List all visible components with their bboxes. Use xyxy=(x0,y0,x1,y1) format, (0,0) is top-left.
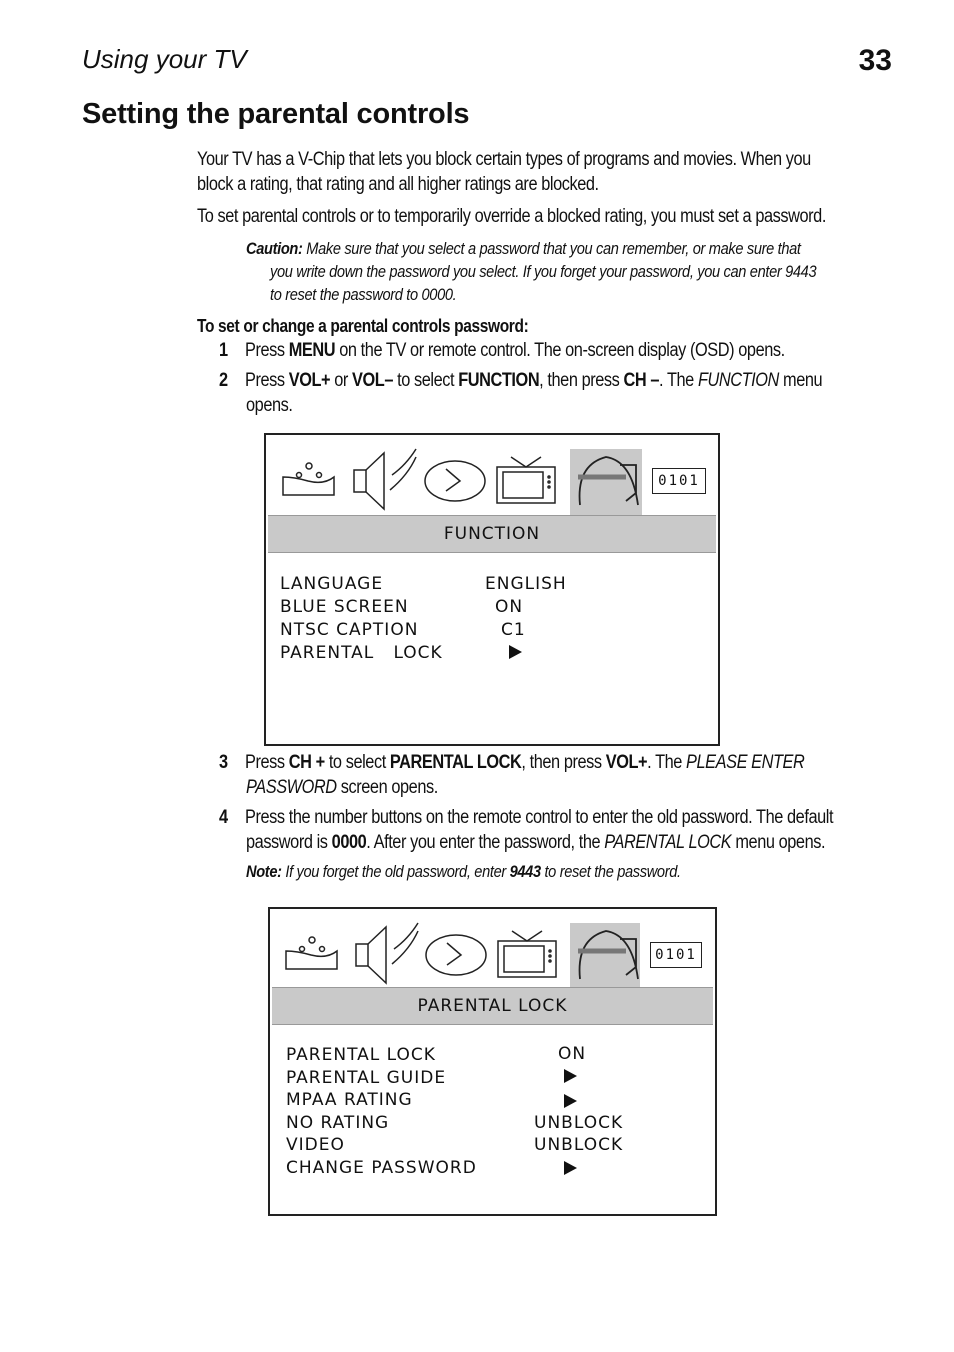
step-number: 2 xyxy=(219,370,228,391)
intro-line: Your TV has a V-Chip that lets you block certain types of programs and movies. When you xyxy=(197,149,811,170)
step-text: password is xyxy=(246,832,332,853)
step-key: VOL– xyxy=(352,370,394,391)
caution-text: you write down the password you select. If you forget your password, you can enter 9443 xyxy=(270,262,817,281)
picture-icon xyxy=(286,937,337,969)
osd-row-label: PARENTAL LOCK xyxy=(286,1045,436,1065)
step-menu-name: PLEASE ENTER xyxy=(686,752,805,773)
procedure-heading-text: To set or change a parental controls password: xyxy=(197,316,529,336)
step-2 xyxy=(219,368,916,418)
tv-icon xyxy=(497,457,555,503)
osd-row-value: ON xyxy=(495,597,524,617)
note-text: to reset the password. xyxy=(540,862,681,881)
step-text: or xyxy=(330,370,353,391)
step-text: Press xyxy=(245,752,289,773)
osd-function-menu xyxy=(264,433,720,746)
step-menu-name: PARENTAL LOCK xyxy=(604,832,732,853)
step-key: MENU xyxy=(288,340,336,361)
tv-icon xyxy=(498,931,556,977)
caution-label: Caution: xyxy=(246,239,303,258)
right-arrow-icon xyxy=(509,644,522,664)
osd-row-value: UNBLOCK xyxy=(534,1113,624,1133)
running-header: Using your TV xyxy=(82,44,247,74)
step-number: 4 xyxy=(219,807,228,828)
step-text: screen opens. xyxy=(336,777,438,798)
osd-row-value: C1 xyxy=(501,620,526,640)
step-text: . The xyxy=(659,370,698,391)
step-menu-name: FUNCTION xyxy=(697,370,779,391)
osd-title-bar xyxy=(268,515,716,553)
osd-row-label: PARENTAL GUIDE xyxy=(286,1068,447,1088)
step-text: . After you enter the password, the xyxy=(366,832,605,853)
step-text: menu xyxy=(778,370,823,391)
sound-icon xyxy=(356,923,418,983)
intro-line: To set parental controls or to temporarily override a blocked rating, you must set a password. xyxy=(197,206,826,227)
step-key: 0000 xyxy=(331,832,367,853)
intro-line: block a rating, that rating and all higher ratings are blocked. xyxy=(197,174,599,195)
osd-row-value: ENGLISH xyxy=(485,574,567,594)
note xyxy=(246,860,752,883)
step-key: PARENTAL LOCK xyxy=(389,752,522,773)
osd-row-label: MPAA RATING xyxy=(286,1090,413,1110)
step-key: FUNCTION xyxy=(458,370,540,391)
page-title: Setting the parental controls xyxy=(82,98,470,130)
step-text: , then press xyxy=(539,370,624,391)
osd-icon-row xyxy=(266,435,718,515)
step-number: 1 xyxy=(219,340,228,361)
page-number: 33 xyxy=(858,44,892,77)
osd-code: 0101 xyxy=(650,942,702,968)
note-code: 9443 xyxy=(509,862,541,881)
osd-row-label: PARENTAL LOCK xyxy=(280,643,443,663)
right-arrow-icon xyxy=(564,1160,577,1180)
osd-code: 0101 xyxy=(652,468,706,494)
note-text: If you forget the old password, enter xyxy=(281,862,510,881)
osd-row-label: LANGUAGE xyxy=(280,574,384,594)
osd-title: PARENTAL LOCK xyxy=(417,996,568,1016)
osd-title: FUNCTION xyxy=(443,524,541,544)
sound-icon xyxy=(354,449,416,509)
step-text: . The xyxy=(647,752,687,773)
clock-icon xyxy=(426,935,486,975)
step-key: CH + xyxy=(288,752,325,773)
osd-row-label: VIDEO xyxy=(286,1135,345,1155)
step-text: menu opens. xyxy=(731,832,826,853)
step-menu-name: PASSWORD xyxy=(246,777,337,798)
caution-text: Make sure that you select a password that you can remember, or make sure that xyxy=(302,239,801,258)
osd-row-label: NTSC CAPTION xyxy=(280,620,419,640)
step-text: to select xyxy=(393,370,459,391)
step-4 xyxy=(219,805,929,855)
step-text: on the TV or remote control. The on-screen display (OSD) opens. xyxy=(335,340,785,361)
clock-icon xyxy=(425,461,485,501)
intro-paragraph-1 xyxy=(197,147,917,197)
osd-row-value: ON xyxy=(558,1044,587,1064)
osd-row-label: NO RATING xyxy=(286,1113,390,1133)
step-text: Press xyxy=(245,370,289,391)
osd-parental-lock-menu xyxy=(268,907,717,1216)
step-number: 3 xyxy=(219,752,228,773)
step-text: Press the number buttons on the remote control to enter the old password. The default xyxy=(245,807,834,828)
step-key: CH – xyxy=(623,370,660,391)
osd-title-bar xyxy=(272,987,713,1025)
osd-icon-row xyxy=(270,909,715,989)
osd-row-label: BLUE SCREEN xyxy=(280,597,409,617)
picture-icon xyxy=(283,463,334,495)
step-key: VOL+ xyxy=(605,752,648,773)
caution-note xyxy=(246,237,905,306)
step-key: VOL+ xyxy=(288,370,331,391)
osd-row-label: CHANGE PASSWORD xyxy=(286,1158,477,1178)
intro-paragraph-2 xyxy=(197,204,928,229)
right-arrow-icon xyxy=(564,1093,577,1113)
step-3 xyxy=(219,750,895,800)
osd-row-value: UNBLOCK xyxy=(534,1135,624,1155)
step-text: opens. xyxy=(246,395,293,416)
caution-text: to reset the password to 0000. xyxy=(270,285,457,304)
procedure-heading xyxy=(197,316,582,337)
step-text: Press xyxy=(245,340,289,361)
step-1 xyxy=(219,338,873,363)
step-text: to select xyxy=(324,752,390,773)
right-arrow-icon xyxy=(564,1068,577,1088)
note-label: Note: xyxy=(246,862,282,881)
step-text: , then press xyxy=(521,752,606,773)
